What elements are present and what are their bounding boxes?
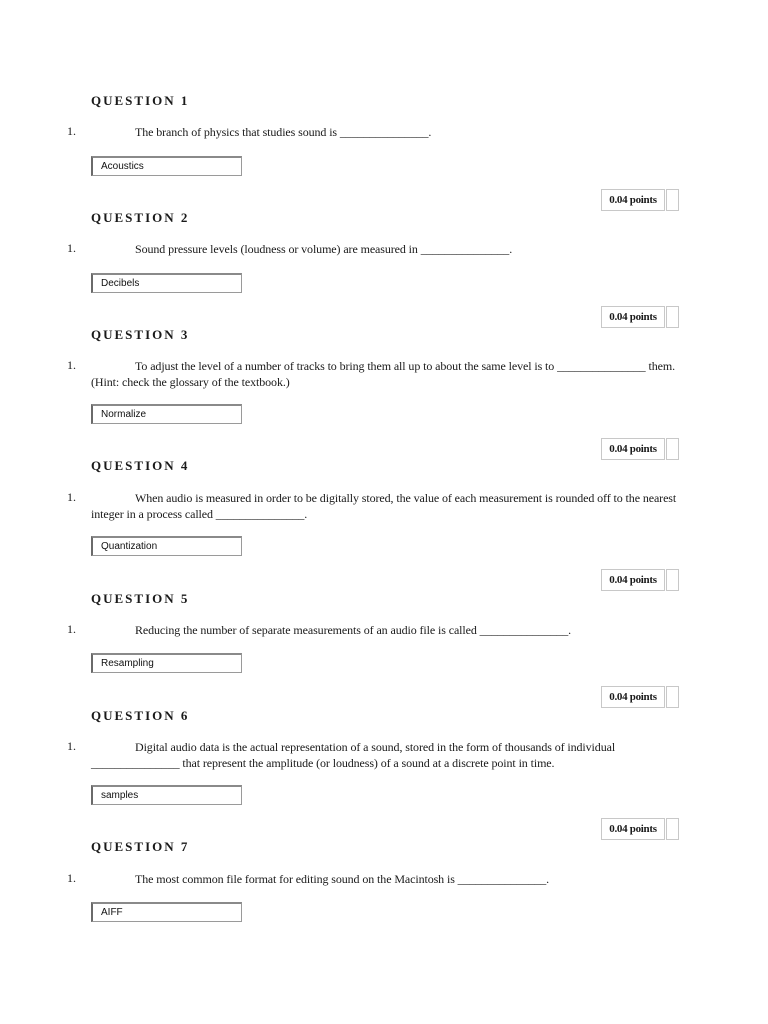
points-indicator	[601, 438, 679, 460]
answer-field[interactable]: Normalize	[91, 404, 242, 424]
points-label: 0.04 points	[601, 686, 665, 708]
points-label: 0.04 points	[601, 818, 665, 840]
points-indicator	[601, 818, 679, 840]
question-text: When audio is measured in order to be digitally stored, the value of each measurement is rounded off to the nearest integer in a process called _______________.	[91, 491, 677, 521]
answer-field[interactable]: Acoustics	[91, 156, 242, 176]
points-box	[666, 438, 679, 460]
points-indicator	[601, 686, 679, 708]
question-title: QUESTION 1	[91, 93, 190, 108]
item-number: 1.	[67, 739, 76, 753]
answer-field[interactable]: Resampling	[91, 653, 242, 673]
item-number: 1.	[67, 358, 76, 372]
question-title: QUESTION 6	[91, 708, 190, 723]
points-box	[666, 818, 679, 840]
item-number: 1.	[67, 241, 76, 255]
question-title: QUESTION 5	[91, 591, 190, 606]
question-title: QUESTION 3	[91, 327, 190, 342]
item-number: 1.	[67, 622, 76, 636]
points-indicator	[601, 306, 679, 328]
question-title: QUESTION 2	[91, 210, 190, 225]
question-text: Digital audio data is the actual representation of a sound, stored in the form of thousands of individual _______________ that represent the amplitude (or loudness) of a sound at a discrete point in time.	[91, 740, 616, 770]
answer-field[interactable]: Quantization	[91, 536, 242, 556]
item-number: 1.	[67, 871, 76, 885]
question-text: The branch of physics that studies sound is _______________.	[135, 125, 432, 139]
question-text: Reducing the number of separate measurements of an audio file is called _______________.	[135, 623, 572, 637]
points-indicator	[601, 189, 679, 211]
points-label: 0.04 points	[601, 569, 665, 591]
points-box	[666, 306, 679, 328]
question-text: Sound pressure levels (loudness or volume) are measured in _______________.	[135, 242, 513, 256]
question-text: The most common file format for editing sound on the Macintosh is _______________.	[135, 872, 550, 886]
answer-field[interactable]: Decibels	[91, 273, 242, 293]
points-box	[666, 569, 679, 591]
points-label: 0.04 points	[601, 189, 665, 211]
points-label: 0.04 points	[601, 438, 665, 460]
item-number: 1.	[67, 490, 76, 504]
item-number: 1.	[67, 124, 76, 138]
answer-field[interactable]: samples	[91, 785, 242, 805]
answer-field[interactable]: AIFF	[91, 902, 242, 922]
question-title: QUESTION 4	[91, 458, 190, 473]
points-box	[666, 189, 679, 211]
points-indicator	[601, 569, 679, 591]
question-title: QUESTION 7	[91, 839, 190, 854]
points-box	[666, 686, 679, 708]
points-label: 0.04 points	[601, 306, 665, 328]
question-text: To adjust the level of a number of tracks to bring them all up to about the same level is to _______________ them. (Hint: check the glossary of the textbook.)	[91, 359, 675, 389]
